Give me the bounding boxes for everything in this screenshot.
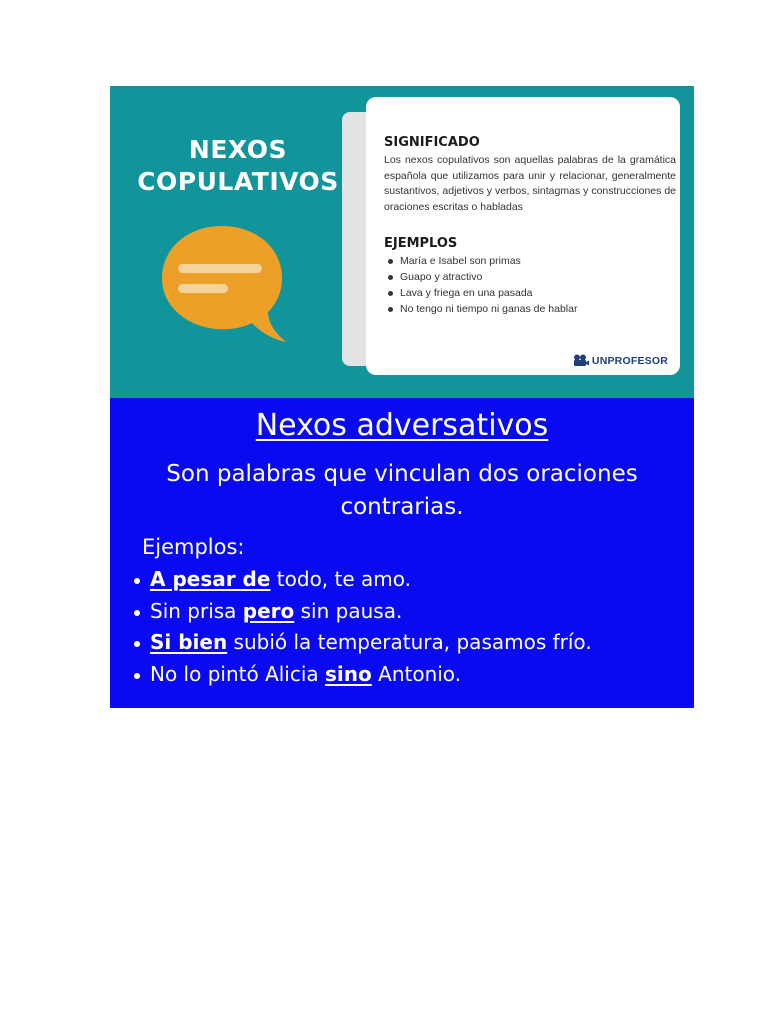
list-item: María e Isabel son primas (384, 253, 577, 269)
example-connector: sino (325, 661, 372, 686)
significado-heading: SIGNIFICADO (384, 135, 480, 150)
camera-icon (573, 354, 589, 367)
ejemplos-list (384, 253, 577, 317)
list-item (130, 659, 592, 691)
example-text: subió la temperatura, pasamos frío. (227, 630, 592, 654)
example-connector: pero (242, 598, 295, 623)
adversativos-section (110, 398, 694, 708)
copulativos-title (110, 134, 366, 198)
example-text: Antonio. (371, 661, 462, 686)
definition-card (366, 97, 680, 375)
examples-label: Ejemplos: (142, 535, 245, 559)
examples-list (130, 564, 592, 690)
list-item: Guapo y atractivo (384, 269, 577, 285)
list-item (130, 627, 592, 659)
brand-logo (573, 354, 668, 367)
example-text: No lo pintó Alicia (150, 661, 326, 686)
adversativos-title: Nexos adversativos (255, 408, 549, 443)
list-item: No tengo ni tiempo ni ganas de hablar (384, 301, 577, 317)
brand-name: UNPROFESOR (591, 354, 668, 367)
adversativos-description: Son palabras que vinculan dos oraciones contrarias. (166, 461, 638, 520)
example-text: todo, te amo. (270, 567, 412, 591)
list-item (130, 564, 592, 596)
title-line-2: COPULATIVOS (137, 167, 339, 196)
speech-bubble-icon (158, 222, 286, 342)
significado-text: Los nexos copulativos son aquellas palabras de la gramática española que utilizamos para unir y relacionar, generalmente sustantivos, adjetivos y verbos, sintagmas y construcciones de oraciones escritas o habladas (384, 154, 676, 213)
example-text: sin pausa. (294, 598, 403, 623)
title-line-1: NEXOS (188, 135, 288, 164)
list-item: Lava y friega en una pasada (384, 285, 577, 301)
ejemplos-heading: EJEMPLOS (384, 236, 458, 251)
list-item (130, 596, 592, 628)
example-connector: Si bien (150, 630, 228, 654)
example-connector: A pesar de (150, 567, 271, 591)
example-text: Sin prisa (150, 598, 243, 623)
copulativos-card (110, 86, 694, 398)
